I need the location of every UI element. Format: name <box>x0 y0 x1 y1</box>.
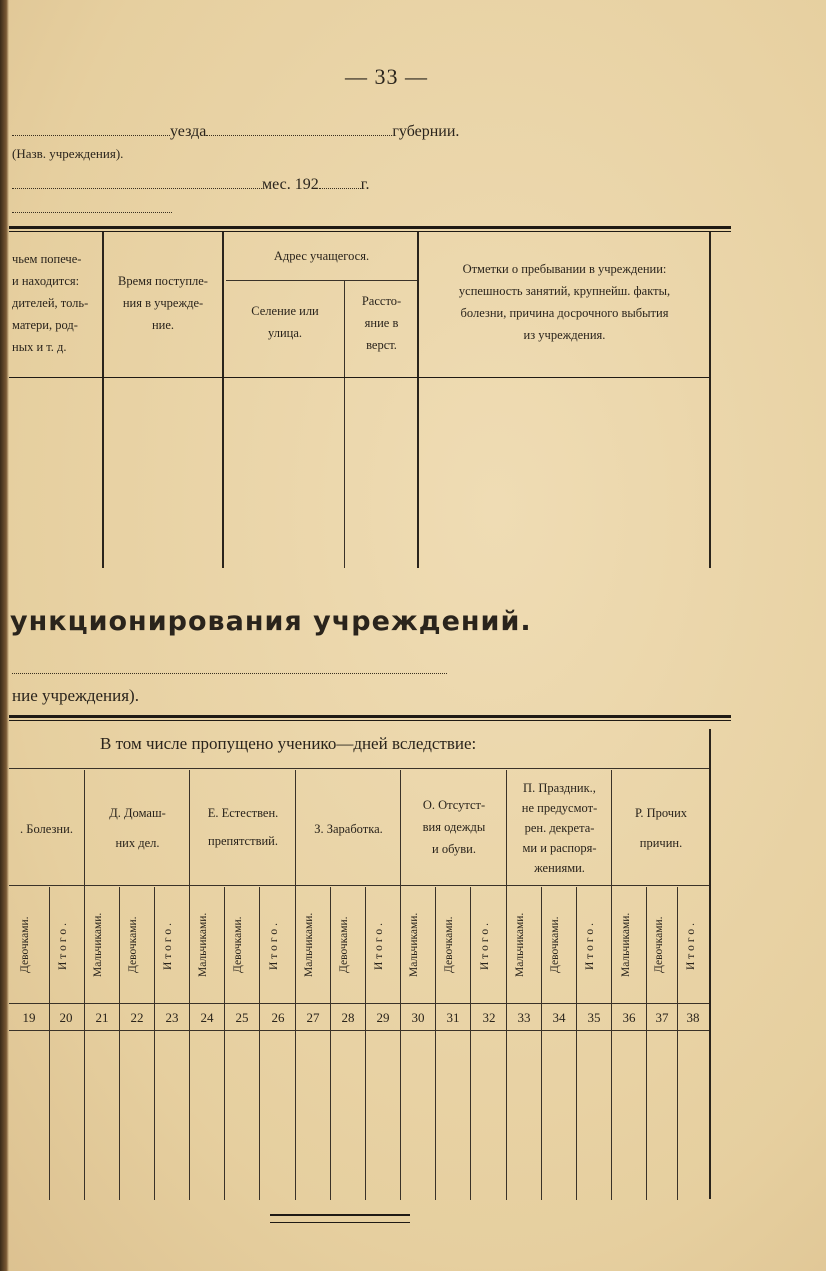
uezd-label: уезда <box>170 123 207 140</box>
village-header: Селение или улица. <box>251 304 319 340</box>
blank-line-2 <box>12 673 447 674</box>
column-number: 36 <box>622 1010 636 1025</box>
subcol-label: Девочками. <box>653 916 665 974</box>
table2-top-rule <box>9 715 731 718</box>
column-number: 23 <box>165 1010 179 1025</box>
blank-line <box>12 212 172 213</box>
subcol-label: Итого. <box>162 920 174 970</box>
section-title: ункционирования учреждений. <box>10 606 532 637</box>
subcol-label: Мальчиками. <box>620 912 632 978</box>
closing-rule <box>270 1214 410 1216</box>
table2-main-header: В том числе пропущено ученико—дней вследствие: <box>100 734 477 753</box>
subcol-label: Девочками. <box>232 916 244 974</box>
subcol-label: Мальчиками. <box>303 912 315 978</box>
group-holidays: П. Праздник., не предусмот- рен. декрета- ми и распоря- жениями. <box>521 781 598 875</box>
column-number: 34 <box>552 1010 566 1025</box>
column-number: 21 <box>95 1010 109 1025</box>
header-line-1 <box>12 123 459 141</box>
group-natural-obstacles: Е. Естествен. препятствий. <box>207 806 279 848</box>
column-number: 32 <box>482 1010 496 1025</box>
group-earnings: З. Заработка. <box>314 822 383 836</box>
column-number: 25 <box>235 1010 249 1025</box>
subcol-label: Девочками. <box>338 916 350 974</box>
institution-name-note: (Назв. учреждения). <box>12 146 124 161</box>
table1-top-rule <box>9 226 731 229</box>
guardian-column-header: чьем попече- и находится: дителей, толь- матери, род- ных и т. д. <box>12 252 89 354</box>
subcol-label: Итого. <box>685 920 697 970</box>
notes-header: Отметки о пребывании в учреждении: успешность занятий, крупнейш. факты, болезни, причина досрочного выбытия из учреждения. <box>458 262 671 342</box>
column-number: 27 <box>306 1010 320 1025</box>
subcol-label: Мальчиками. <box>514 912 526 978</box>
subcol-label: Мальчиками. <box>197 912 209 978</box>
subcol-label: Мальчиками. <box>408 912 420 978</box>
group-other-reasons: Р. Прочих причин. <box>634 806 688 850</box>
column-number: 35 <box>587 1010 601 1025</box>
subcol-label: Девочками. <box>443 916 455 974</box>
subcol-label: Девочками. <box>127 916 139 974</box>
page-number: — 33 — <box>345 64 428 89</box>
header-line-3 <box>12 176 370 194</box>
book-spine-shadow <box>0 0 9 1271</box>
subcol-label: Девочками. <box>19 916 31 974</box>
group-housework: Д. Домаш- них дел. <box>109 806 166 850</box>
subcol-label: Итого. <box>479 920 491 970</box>
column-number: 19 <box>22 1010 36 1025</box>
column-number: 31 <box>446 1010 460 1025</box>
subcol-label: Итого. <box>57 920 69 970</box>
distance-header: Расcто- яние в верст. <box>361 294 402 352</box>
group-illness: . Болезни. <box>20 822 73 836</box>
column-number: 33 <box>517 1010 531 1025</box>
year-suffix: г. <box>360 176 370 193</box>
group-no-clothing: О. Отсутст- вия одежды и обуви. <box>422 798 486 856</box>
subcol-label: Итого. <box>584 920 596 970</box>
admission-time-header: Время поступле- ния в учрежде- ние. <box>118 274 208 332</box>
section-subtitle: ние учреждения). <box>12 686 139 705</box>
subcol-label: Мальчиками. <box>92 912 104 978</box>
column-number: 26 <box>271 1010 285 1025</box>
column-number: 30 <box>411 1010 425 1025</box>
month-label: мес. 192 <box>262 176 319 193</box>
subcol-label: Девочками. <box>549 916 561 974</box>
table1-header-bottom <box>9 377 709 378</box>
address-header: Адрес учащегося. <box>273 249 370 263</box>
column-number: 37 <box>655 1010 669 1025</box>
column-number: 22 <box>130 1010 144 1025</box>
column-number: 38 <box>686 1010 700 1025</box>
column-number: 24 <box>200 1010 214 1025</box>
column-number: 20 <box>59 1010 73 1025</box>
column-number: 28 <box>341 1010 355 1025</box>
subcol-label: Итого. <box>373 920 385 970</box>
subcol-label: Итого. <box>268 920 280 970</box>
column-number: 29 <box>376 1010 390 1025</box>
gubernii-label: губернии. <box>392 123 460 140</box>
